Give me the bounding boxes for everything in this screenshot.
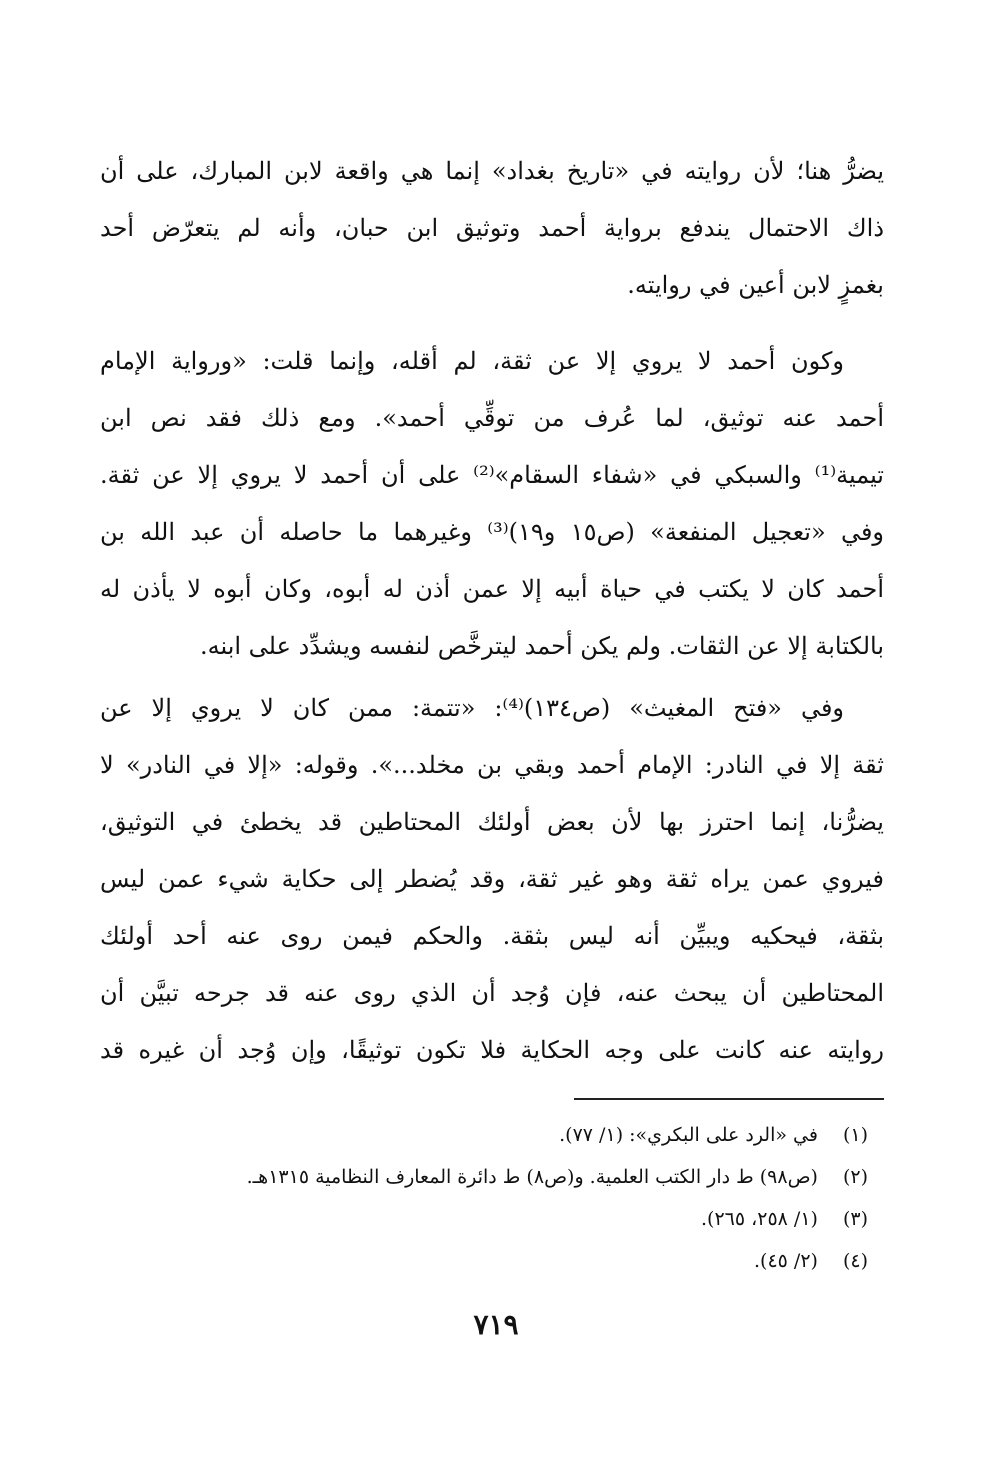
footnote-4 <box>100 1240 868 1282</box>
footnote-divider <box>574 1098 884 1100</box>
text-line: يضرُّ هنا؛ لأن روايته في «تاريخ بغداد» إنما هي واقعة لابن المبارك، على أن <box>100 157 884 185</box>
footnote-text: (٢/ ٤٥). <box>753 1250 818 1272</box>
footnote-number: (١) <box>842 1124 868 1146</box>
paragraph-3 <box>100 680 884 1079</box>
text-line: أحمد عنه توثيق، لما عُرف من توقِّي أحمد». ومع ذلك فقد نص ابن <box>100 404 884 432</box>
paragraph-2 <box>100 333 884 675</box>
text-line: روايته عنه كانت على وجه الحكاية فلا تكون توثيقًا، وإن وُجد أن غيره قد <box>100 1036 884 1064</box>
text-line: فيروي عمن يراه ثقة وهو غير ثقة، وقد يُضطر إلى حكاية شيء عمن ليس <box>100 865 884 893</box>
text-line: أحمد كان لا يكتب في حياة أبيه إلا عمن أذن له أبوه، وكان أبوه لا يأذن له <box>100 575 884 603</box>
footnote-text: في «الرد على البكري»: (١/ ٧٧). <box>559 1124 818 1146</box>
text-line: تيمية⁽¹⁾ والسبكي في «شفاء السقام»⁽²⁾ على أن أحمد لا يروي إلا عن ثقة. <box>100 461 884 489</box>
paragraph-1 <box>100 143 884 314</box>
footnote-number: (٤) <box>842 1250 868 1272</box>
footnote-1 <box>100 1114 868 1156</box>
text-line: وكون أحمد لا يروي إلا عن ثقة، لم أقله، وإنما قلت: «ورواية الإمام <box>100 347 844 375</box>
footnote-text: (ص٩٨) ط دار الكتب العلمية. و(ص٨) ط دائرة المعارف النظامية ١٣١٥هـ. <box>246 1166 818 1188</box>
footnote-3 <box>100 1198 868 1240</box>
text-line: المحتاطين أن يبحث عنه، فإن وُجد أن الذي روى عنه قد جرحه تبيَّن أن <box>100 979 884 1007</box>
text-line: بثقة، فيحكيه ويبيِّن أنه ليس بثقة. والحكم فيمن روى عنه أحد أولئك <box>100 922 884 950</box>
text-line: ثقة إلا في النادر: الإمام أحمد وبقي بن مخلد...». وقوله: «إلا في النادر» لا <box>100 751 884 779</box>
footnote-2 <box>100 1156 868 1198</box>
page-number: ٧١٩ <box>473 1308 519 1341</box>
footnote-number: (٣) <box>842 1208 868 1230</box>
footnote-text: (١/ ٢٥٨، ٢٦٥). <box>700 1208 818 1230</box>
text-line: بغمزٍ لابن أعين في روايته. <box>627 271 884 299</box>
footnote-number: (٢) <box>842 1166 868 1188</box>
text-line: بالكتابة إلا عن الثقات. ولم يكن أحمد ليترخَّص لنفسه ويشدِّد على ابنه. <box>199 632 884 660</box>
text-line: ذاك الاحتمال يندفع برواية أحمد وتوثيق ابن حبان، وأنه لم يتعرّض أحد <box>100 214 885 242</box>
text-line: يضرُّنا، إنما احترز بها لأن بعض أولئك المحتاطين قد يخطئ في التوثيق، <box>100 808 884 836</box>
text-line: وفي «فتح المغيث» (ص١٣٤)⁽⁴⁾: «تتمة: ممن كان لا يروي إلا عن <box>100 694 845 722</box>
text-line: وفي «تعجيل المنفعة» (ص١٥ و١٩)⁽³⁾ وغيرهما ما حاصله أن عبد الله بن <box>100 518 885 546</box>
footnotes <box>100 1114 868 1282</box>
